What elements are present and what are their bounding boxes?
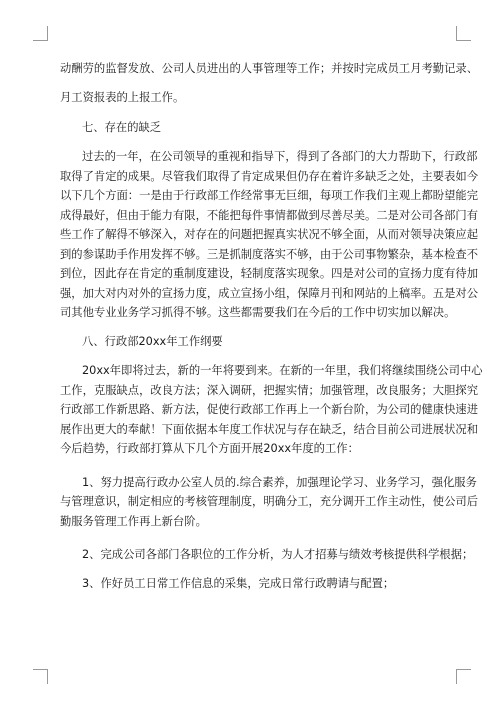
- text-line: 些工作了解得不够深入，对存在的问题把握真实状况不够全面，从而对领导决策应起: [60, 228, 478, 241]
- list-item-2: 2、完成公司各部门各职位的工作分析，为人才招募与绩效考核提供科学根据；: [82, 548, 474, 561]
- crop-mark-top-right: [456, 26, 471, 41]
- crop-mark-bottom-right: [456, 669, 471, 684]
- text-line: 与管理意识，制定相应的考核管理制度，明确分工，充分调开工作主动性，使公司后: [60, 495, 478, 508]
- text-line: 到位，因此存在肯定的重制度建设，轻制度落实现象。四是对公司的宣扬力度有待加: [60, 267, 478, 280]
- paragraph-first-line: 过去的一年，在公司领导的重视和指导下，得到了各部门的大力帮助下，行政部: [82, 150, 478, 163]
- text-line: 强，加大对内对外的宣扬力度，成立宣扬小组，保障月刊和网站的上稿率。五是对公: [60, 287, 478, 300]
- list-item-1-first-line: 1、努力提高行政办公室人员的.综合素养，加强理论学习、业务学习，强化服务: [82, 476, 477, 489]
- text-line: 到的参谋助手作用发挥不够。三是抓制度落实不够，由于公司事物繁杂，基本检查不: [60, 248, 478, 261]
- text-line: 今后趋势，行政部打算从下几个方面开展20xx年度的工作：: [60, 442, 359, 455]
- crop-mark-top-left: [33, 26, 48, 41]
- text-line: 司其他专业业务学习抓得不够。这些都需要我们在今后的工作中切实加以解决。: [60, 306, 456, 319]
- text-line: 行政部工作新思路、新方法，促使行政部工作再上一个新台阶，为公司的健康快速进: [60, 403, 478, 416]
- text-line: 成得最好，但由于能力有限，不能把每件事情都做到尽善尽美。二是对公司各部门有: [60, 209, 478, 222]
- text-line: 取得了肯定的成果。尽管我们取得了肯定成果但仍存在着许多缺乏之处，主要表如今: [60, 170, 478, 183]
- text-line: 勤服务管理工作再上新台阶。: [60, 515, 207, 528]
- section-heading-shortcomings: 七、存在的缺乏: [82, 121, 162, 134]
- text-line: 以下几个方面：一是由于行政部工作经常事无巨细，每项工作我们主观上都盼望能完: [60, 189, 478, 202]
- text-line: 月工资报表的上报工作。: [60, 91, 185, 104]
- paragraph-first-line: 20xx年即将过去，新的一年将要到来。在新的一年里，我们将继续围绕公司中心: [82, 364, 483, 377]
- text-line: 动酬劳的监督发放、公司人员进出的人事管理等工作；并按时完成员工月考勤记录、: [60, 62, 478, 75]
- text-line: 展作出更大的奉献！下面依据本年度工作状况与存在缺乏，结合目前公司进展状况和: [60, 423, 478, 436]
- list-item-3: 3、作好员工日常工作信息的采集，完成日常行政聘请与配置；: [82, 577, 395, 590]
- text-line: 工作，克服缺点，改良方法；深入调研，把握实情；加强管理，改良服务；大胆探究: [60, 384, 478, 397]
- section-heading-work-plan: 八、行政部20xx年工作纲要: [82, 335, 223, 348]
- crop-mark-bottom-left: [33, 669, 48, 684]
